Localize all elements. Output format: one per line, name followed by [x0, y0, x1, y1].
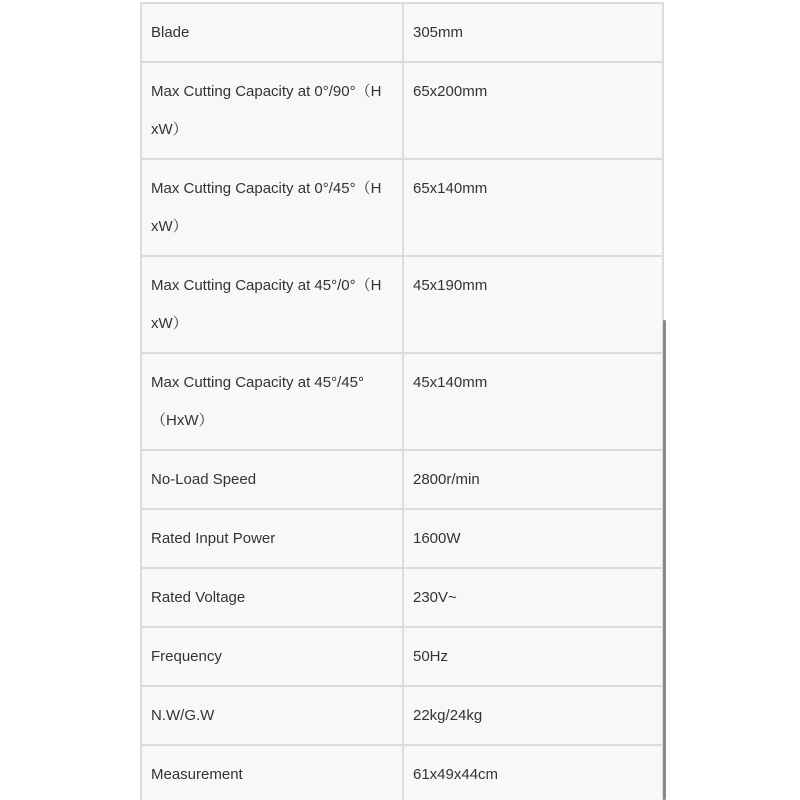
spec-value-measurement: 61x49x44cm [403, 745, 663, 800]
table-row [141, 159, 663, 256]
spec-value-blade: 305mm [403, 3, 663, 62]
spec-value-rated-voltage: 230V~ [403, 568, 663, 627]
spec-table [140, 2, 664, 800]
table-row [141, 686, 663, 745]
table-row [141, 509, 663, 568]
spec-value-capacity-0-45: 65x140mm [403, 159, 663, 256]
spec-value-weight: 22kg/24kg [403, 686, 663, 745]
spec-value-no-load-speed: 2800r/min [403, 450, 663, 509]
table-row [141, 3, 663, 62]
scrollbar-thumb[interactable] [663, 320, 666, 800]
spec-label-weight: N.W/G.W [141, 686, 403, 745]
table-row [141, 627, 663, 686]
table-row [141, 62, 663, 159]
spec-value-capacity-45-45: 45x140mm [403, 353, 663, 450]
spec-label-frequency: Frequency [141, 627, 403, 686]
table-row [141, 745, 663, 800]
table-row [141, 450, 663, 509]
spec-value-rated-input-power: 1600W [403, 509, 663, 568]
spec-label-capacity-45-0: Max Cutting Capacity at 45°/0°（H xW） [141, 256, 403, 353]
spec-label-no-load-speed: No-Load Speed [141, 450, 403, 509]
spec-label-blade: Blade [141, 3, 403, 62]
spec-label-measurement: Measurement [141, 745, 403, 800]
table-row [141, 353, 663, 450]
table-row [141, 256, 663, 353]
spec-label-rated-input-power: Rated Input Power [141, 509, 403, 568]
spec-label-capacity-0-45: Max Cutting Capacity at 0°/45°（H xW） [141, 159, 403, 256]
spec-label-rated-voltage: Rated Voltage [141, 568, 403, 627]
spec-label-capacity-45-45: Max Cutting Capacity at 45°/45°（HxW） [141, 353, 403, 450]
spec-value-capacity-0-90: 65x200mm [403, 62, 663, 159]
spec-label-capacity-0-90: Max Cutting Capacity at 0°/90°（H xW） [141, 62, 403, 159]
spec-value-capacity-45-0: 45x190mm [403, 256, 663, 353]
spec-value-frequency: 50Hz [403, 627, 663, 686]
table-row [141, 568, 663, 627]
